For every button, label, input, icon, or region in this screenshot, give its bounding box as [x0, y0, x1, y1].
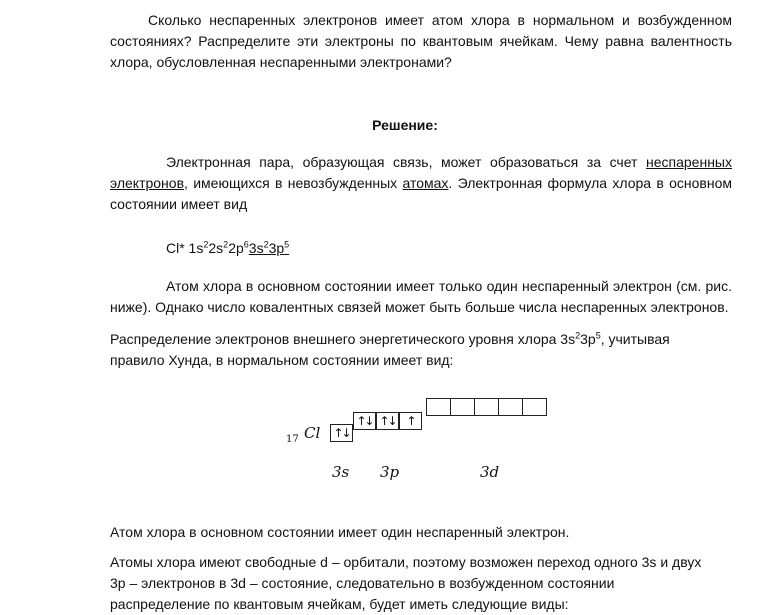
- element-symbol: Cl: [304, 424, 321, 442]
- orbital-cell-3p-2: ↑↓: [376, 412, 399, 430]
- link-unpaired-electrons[interactable]: неспаренных электронов: [110, 154, 732, 191]
- label-3p: 3p: [380, 463, 400, 481]
- orbital-cell-3p-3: ↑: [399, 412, 422, 430]
- orbital-cell-3d-1: [426, 398, 451, 416]
- link-atoms[interactable]: атомах: [402, 175, 449, 191]
- question-paragraph: Сколько неспаренных электронов имеет атом хлора в нормальном и возбужденном состояниях? Распределите эти электроны по квантовым ячейкам. Чему равна валентность хлора, обусловленная неспаренными электронами?: [110, 12, 732, 70]
- solution-heading: Решение:: [372, 117, 438, 133]
- formula-outer-shell: $3s^23p^5$: [248, 239, 290, 256]
- formula-prefix: Cl* 1s: [166, 240, 204, 256]
- paragraph-excited-state: Атомы хлора имеют свободные d – орбитали, поэтому возможен переход одного 3s и двух 3p – электронов в 3d – состояние, следовательно в возбужденном состоянии распределение по квантовым ячейкам, будет иметь следующие виды:: [110, 554, 702, 612]
- paragraph-electron-pair: [110, 152, 732, 215]
- para1-part3: . Электронная формула хлора в основном состоянии имеет вид: [110, 175, 732, 212]
- label-3s: 3s: [332, 463, 350, 481]
- orbital-cell-3d-5: [522, 398, 547, 416]
- orbital-cell-3p-1: ↑↓: [353, 412, 376, 430]
- paragraph-distribution: Распределение электронов внешнего энергетического уровня хлора $3s^23p^5$, учитывая правило Хунда, в нормальном состоянии имеет вид:: [110, 330, 670, 368]
- electron-formula: Cl* $1s^22s^22p^63s^23p^5$: [166, 239, 290, 256]
- orbital-cell-3s: ↑↓: [330, 424, 353, 442]
- label-3d: 3d: [480, 463, 500, 481]
- para1-part1: Электронная пара, образующая связь, может образоваться за счет: [166, 154, 647, 170]
- orbital-cell-3d-3: [474, 398, 499, 416]
- element-number: 17: [286, 434, 299, 445]
- orbital-cell-3d-4: [498, 398, 523, 416]
- paragraph-one-unpaired: Атом хлора в основном состоянии имеет только один неспаренный электрон (см. рис. ниже). Однако число ковалентных связей может быть больше числа неспаренных электронов.: [110, 278, 732, 315]
- orbital-cell-3d-2: [450, 398, 475, 416]
- orbital-diagram: [170, 386, 630, 496]
- para1-part2: , имеющихся в невозбужденных: [184, 175, 403, 191]
- paragraph-ground-state: Атом хлора в основном состоянии имеет один неспаренный электрон.: [110, 524, 570, 540]
